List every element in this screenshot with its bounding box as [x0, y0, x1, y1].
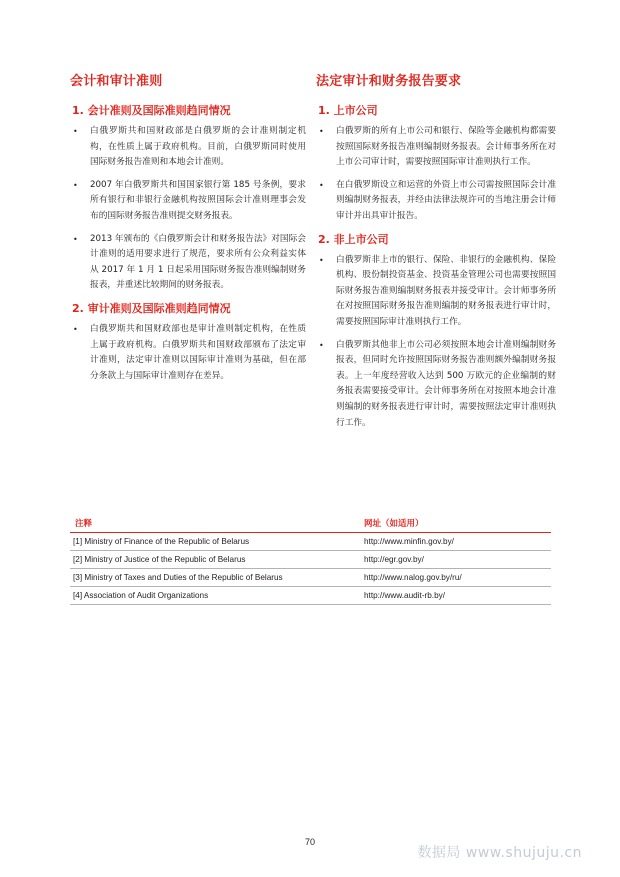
note-url-link[interactable]: http://www.minfin.gov.by/ — [364, 537, 454, 546]
list-item: • 白俄罗斯的所有上市公司和银行、保险等金融机构都需要按照国际财务报告准则编制财务报表。会计师事务所在对上市公司审计时，需要按照国际审计准则执行工作。 — [316, 124, 556, 171]
note-text: [4] Association of Audit Organizations — [73, 591, 209, 600]
list-item: • 白俄罗斯共和国财政部也是审计准则制定机构，在性质上属于政府机构。白俄罗斯共和国财政部颁布了法定审计准则，法定审计准则以国际审计准则为基础，但在部分条款上与国际审计准则存在差异。 — [70, 322, 306, 384]
bullet-list-listed — [316, 124, 556, 225]
list-item: • 白俄罗斯其他非上市公司必须按照本地会计准则编制财务报表，但同时允许按照国际财务报告准则额外编制财务报表。上一年度经营收入达到 500 万欧元的企业编制的财务报表需要接受审计。会计师事务所在对按照本地会计准则编制的财务报表进行审计时，需要按照法定审计准则执行工作。 — [316, 338, 556, 432]
table-row — [70, 551, 551, 569]
note-url-link[interactable]: http://www.nalog.gov.by/ru/ — [364, 573, 462, 582]
section-title-standards: 会计和审计准则 — [70, 74, 163, 89]
list-item: • 2007 年白俄罗斯共和国国家银行第 185 号条例，要求所有银行和非银行金融机构按照国际会计准则理事会发布的国际财务报告准则提交财务报表。 — [70, 178, 306, 225]
note-text: [3] Ministry of Taxes and Duties of the Republic of Belarus — [73, 573, 283, 582]
subsection-audit-standards: 2. 审计准则及国际准则趋同情况 — [72, 301, 231, 315]
subsection-accounting-standards: 1. 会计准则及国际准则趋同情况 — [72, 104, 231, 117]
left-column — [70, 72, 306, 391]
notes-header-url: 网址（如适用） — [364, 517, 424, 528]
bullet-list-accounting — [70, 124, 306, 294]
bullet-list-audit — [70, 322, 306, 384]
bullet-list-unlisted — [316, 253, 556, 432]
list-item: • 2013 年颁布的《白俄罗斯会计和财务报告法》对国际会计准则的适用要求进行了规范，要求所有公众利益实体从 2017 年 1 月 1 日起采用国际财务报告准则编制财务报表，并重述比较期间的财务报表。 — [70, 232, 306, 294]
note-url-link[interactable]: http://egr.gov.by/ — [364, 555, 424, 564]
notes-header-note: 注释 — [75, 517, 93, 528]
notes-table-header — [70, 513, 551, 533]
table-row — [70, 533, 551, 551]
notes-table — [70, 513, 551, 605]
table-row — [70, 569, 551, 587]
subsection-listed-companies: 1. 上市公司 — [318, 104, 378, 117]
list-item: • 在白俄罗斯设立和运营的外资上市公司需按照国际会计准则编制财务报表，并经由法律法规许可的当地注册会计师审计并出具审计报告。 — [316, 178, 556, 225]
subsection-unlisted-companies: 2. 非上市公司 — [318, 232, 389, 246]
page-number: 70 — [304, 837, 315, 847]
section-title-requirements: 法定审计和财务报告要求 — [316, 74, 462, 89]
list-item: • 白俄罗斯非上市的银行、保险、非银行的金融机构、保险机构、股份制投资基金、投资基金管理公司也需要按照国际财务报告准则编制财务报表并接受审计。会计师事务所在对按照国际财务报告准则编制的财务报表进行审计时，需要按照国际审计准则执行工作。 — [316, 253, 556, 331]
watermark: 数据局 www.shujuju.cn — [417, 845, 582, 861]
note-url-link[interactable]: http://www.audit-rb.by/ — [364, 591, 445, 600]
list-item: • 白俄罗斯共和国财政部是白俄罗斯的会计准则制定机构，在性质上属于政府机构。目前，白俄罗斯同时使用国际财务报告准则和本地会计准则。 — [70, 124, 306, 171]
table-row — [70, 587, 551, 605]
right-column — [316, 72, 556, 438]
note-text: [1] Ministry of Finance of the Republic of Belarus — [73, 537, 250, 546]
note-text: [2] Ministry of Justice of the Republic of Belarus — [73, 555, 246, 564]
